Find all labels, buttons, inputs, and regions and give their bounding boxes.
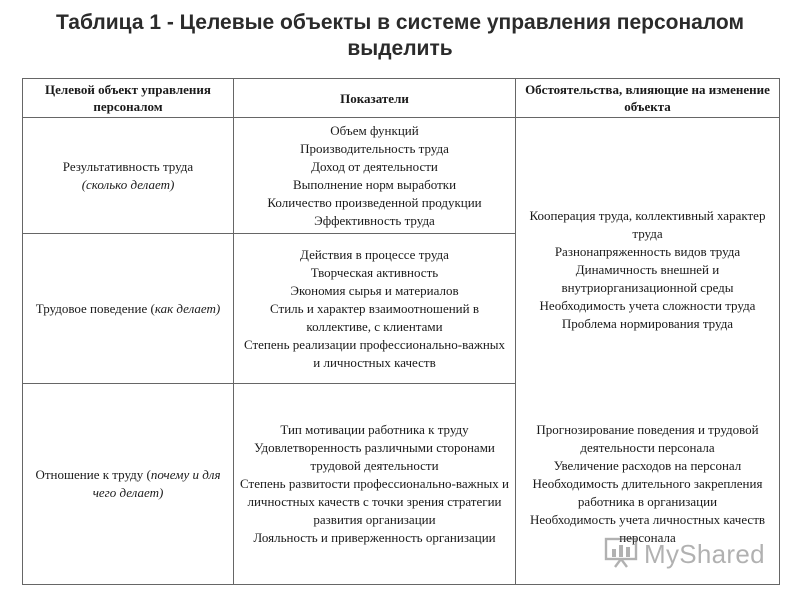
circumstances-group-2: [522, 421, 773, 547]
header-circumstances: Обстоятельства, влияющие на изменение объекта: [516, 79, 780, 118]
table-row: [23, 118, 780, 234]
object-cell-attitude: [23, 384, 234, 585]
circumstance-item: Необходимость учета личностных качеств персонала: [529, 512, 766, 545]
indicator-item: Объем функций: [330, 122, 419, 138]
indicator-item: Действия в процессе труда: [300, 246, 449, 262]
circumstances-cell: [516, 118, 780, 585]
header-indicators: Показатели: [234, 79, 516, 118]
indicator-item: Количество произведенной продукции: [267, 194, 482, 210]
circumstance-item: Кооперация труда, коллективный характер труда: [529, 208, 766, 241]
indicator-item: Лояльность и приверженность организации: [253, 530, 496, 545]
object-note: (сколько делает): [81, 176, 175, 192]
indicator-item: Степень реализации профессионально-важных и личностных качеств: [243, 336, 506, 370]
circumstances-group-1: [522, 207, 773, 333]
indicator-item: Выполнение норм выработки: [292, 176, 457, 192]
circumstance-item: Разнонапряженность видов труда: [554, 244, 741, 259]
object-label: Трудовое поведение (: [35, 300, 155, 316]
indicators-cell: [234, 118, 516, 234]
title-line-1: Таблица 1 - Целевые объекты в системе управления персоналом: [55, 11, 745, 34]
page-title: [0, 10, 800, 62]
object-cell-behavior: [23, 234, 234, 384]
watermark-logo: [604, 537, 784, 571]
watermark-text: MyShared: [644, 538, 765, 569]
object-note: почему и для чего делает): [92, 467, 221, 500]
indicator-item: Экономия сырья и материалов: [290, 282, 459, 298]
indicators-cell: [234, 234, 516, 384]
indicator-item: Доход от деятельности: [311, 158, 438, 174]
object-label: Результативность труда: [62, 158, 194, 174]
header-target-object: Целевой объект управления персоналом: [23, 79, 234, 118]
indicator-item: Удовлетворенность различными сторонами трудовой деятельности: [254, 440, 495, 473]
indicator-item: Тип мотивации работника к труду: [280, 422, 469, 437]
title-line-2: выделить: [347, 37, 453, 60]
indicator-item: Степень развитости профессионально-важных и личностных качеств с точки зрения стратегии развития организации: [240, 476, 509, 527]
object-label: Отношение к труду (: [35, 467, 151, 482]
indicators-cell: [234, 384, 516, 585]
circumstance-item: Прогнозирование поведения и трудовой деятельности персонала: [536, 422, 759, 455]
circumstance-item: Необходимость учета сложности труда: [539, 298, 756, 313]
indicator-item: Творческая активность: [310, 264, 439, 280]
table-header-row: [23, 79, 780, 118]
circumstance-item: Необходимость длительного закрепления работника в организации: [532, 476, 763, 509]
circumstance-item: Увеличение расходов на персонал: [553, 458, 742, 473]
indicator-item: Производительность труда: [300, 140, 449, 156]
object-note: как делает): [154, 300, 221, 316]
indicator-item: Эффективность труда: [314, 212, 435, 228]
object-cell-performance: [23, 118, 234, 234]
circumstance-item: Проблема нормирования труда: [561, 316, 734, 331]
indicator-item: Стиль и характер взаимоотношений в коллективе, с клиентами: [270, 300, 479, 334]
target-objects-table: [22, 78, 780, 585]
circumstance-item: Динамичность внешней и внутриорганизационной среды: [561, 262, 734, 295]
presentation-chart-icon: [604, 536, 638, 573]
